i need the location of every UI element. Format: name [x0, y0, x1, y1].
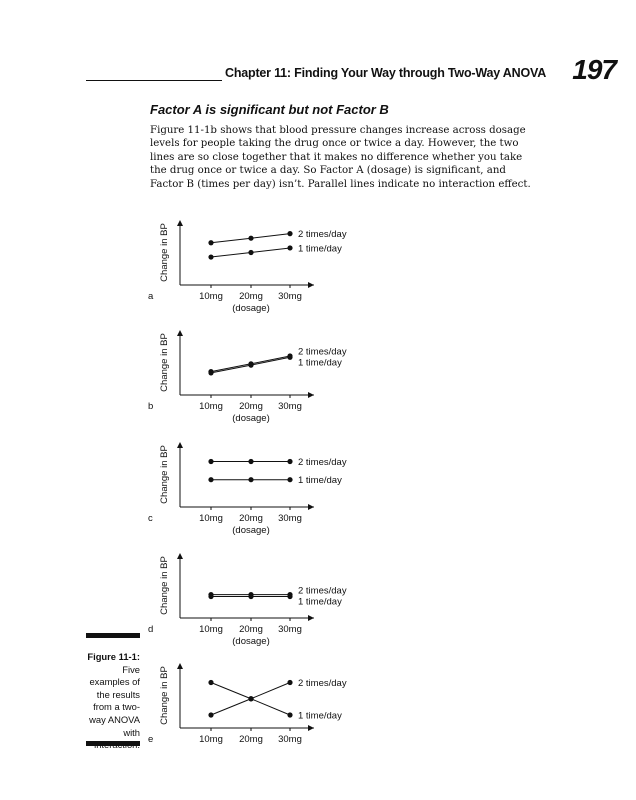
- data-point: [208, 712, 213, 717]
- data-point: [287, 594, 292, 599]
- panel-letter: c: [148, 513, 153, 524]
- data-point: [287, 712, 292, 717]
- data-point: [208, 254, 213, 259]
- data-point: [287, 477, 292, 482]
- series-label: 2 times/day: [298, 678, 347, 689]
- x-axis-arrow: [308, 725, 314, 731]
- series-label: 2 times/day: [298, 585, 347, 597]
- panel-letter: b: [148, 401, 154, 412]
- x-axis-label: (dosage): [232, 303, 270, 314]
- data-point: [248, 594, 253, 599]
- data-point: [208, 680, 213, 685]
- chart-svg-a: [144, 212, 384, 322]
- x-axis-label: (dosage): [232, 636, 270, 647]
- panel-letter: d: [148, 624, 154, 635]
- chart-panel-c: [144, 434, 384, 544]
- data-point: [208, 459, 213, 464]
- x-tick-label: 10mg: [199, 513, 223, 524]
- x-axis-label: (dosage): [232, 413, 270, 424]
- series-label: 2 times/day: [298, 229, 347, 241]
- x-tick-label: 20mg: [239, 624, 263, 635]
- figure-caption-text: Five examples of the results from a two-way ANOVA with: [89, 663, 140, 738]
- data-point: [248, 363, 253, 368]
- chapter-title: Chapter 11: Finding Your Way through Two-Way ANOVA: [225, 66, 547, 80]
- data-point: [248, 250, 253, 255]
- data-point: [287, 459, 292, 464]
- series-label: 1 time/day: [298, 243, 342, 255]
- x-tick-label: 30mg: [278, 513, 302, 524]
- panel-letter: a: [148, 291, 154, 302]
- series-label: 1 time/day: [298, 475, 342, 487]
- header-rule: [86, 80, 222, 81]
- caption-top-bar: [86, 633, 140, 638]
- data-point: [248, 477, 253, 482]
- body-paragraph: Figure 11-1b shows that blood pressure changes increase across dosage levels for people taking the drug once or twice a day. However, the two lines are so close together that it makes no difference whether you take the drug once or twice a day. So Factor A (dosage) is significant, and Factor B (times per day) isn’t. Parallel lines indicate no interaction effect.: [150, 125, 531, 190]
- x-tick-label: 30mg: [278, 401, 302, 412]
- x-tick-label: 30mg: [278, 734, 302, 745]
- y-axis-label: Change in BP: [159, 333, 170, 392]
- chart-svg-c: [144, 434, 384, 544]
- y-axis-arrow: [177, 553, 183, 559]
- data-point: [208, 477, 213, 482]
- y-axis-arrow: [177, 330, 183, 336]
- data-point: [208, 594, 213, 599]
- y-axis-label: Change in BP: [159, 556, 170, 615]
- x-tick-label: 10mg: [199, 401, 223, 412]
- x-tick-label: 10mg: [199, 734, 223, 745]
- x-axis-label: (dosage): [232, 525, 270, 536]
- chart-svg-e: [144, 655, 384, 755]
- data-point: [208, 370, 213, 375]
- chart-panel-e: [144, 655, 384, 755]
- y-axis-arrow: [177, 220, 183, 226]
- x-axis-arrow: [308, 392, 314, 398]
- y-axis-label: Change in BP: [159, 223, 170, 282]
- series-label: 1 time/day: [298, 710, 342, 722]
- x-tick-label: 10mg: [199, 291, 223, 302]
- chart-svg-d: [144, 545, 384, 655]
- x-axis-arrow: [308, 615, 314, 621]
- data-point: [287, 680, 292, 685]
- x-tick-label: 20mg: [239, 291, 263, 302]
- figure-label: Figure 11-1:: [87, 651, 140, 662]
- chart-svg-b: [144, 322, 384, 432]
- data-point: [248, 236, 253, 241]
- x-tick-label: 20mg: [239, 513, 263, 524]
- x-tick-label: 20mg: [239, 401, 263, 412]
- figure-caption: [84, 651, 140, 752]
- y-axis-label: Change in BP: [159, 445, 170, 504]
- data-point: [208, 240, 213, 245]
- caption-bottom-bar: [86, 741, 140, 746]
- x-axis-arrow: [308, 282, 314, 288]
- running-header: [86, 54, 616, 92]
- x-tick-label: 10mg: [199, 624, 223, 635]
- x-tick-label: 30mg: [278, 291, 302, 302]
- x-axis-arrow: [308, 504, 314, 510]
- y-axis-arrow: [177, 663, 183, 669]
- data-point: [287, 231, 292, 236]
- data-point: [287, 245, 292, 250]
- data-point: [287, 355, 292, 360]
- chart-panel-d: [144, 545, 384, 655]
- y-axis-label: Change in BP: [159, 666, 170, 725]
- x-tick-label: 20mg: [239, 734, 263, 745]
- x-tick-label: 30mg: [278, 624, 302, 635]
- series-label: 1 time/day: [298, 357, 342, 369]
- page-number: 197: [572, 54, 616, 85]
- chart-panel-b: [144, 322, 384, 432]
- chart-panel-a: [144, 212, 384, 322]
- series-label: 2 times/day: [298, 346, 347, 358]
- panel-letter: e: [148, 734, 154, 745]
- data-point: [248, 459, 253, 464]
- section-heading: Factor A is significant but not Factor B: [150, 102, 389, 117]
- series-label: 1 time/day: [298, 596, 342, 608]
- y-axis-arrow: [177, 442, 183, 448]
- series-label: 2 times/day: [298, 457, 347, 468]
- data-point: [248, 696, 253, 701]
